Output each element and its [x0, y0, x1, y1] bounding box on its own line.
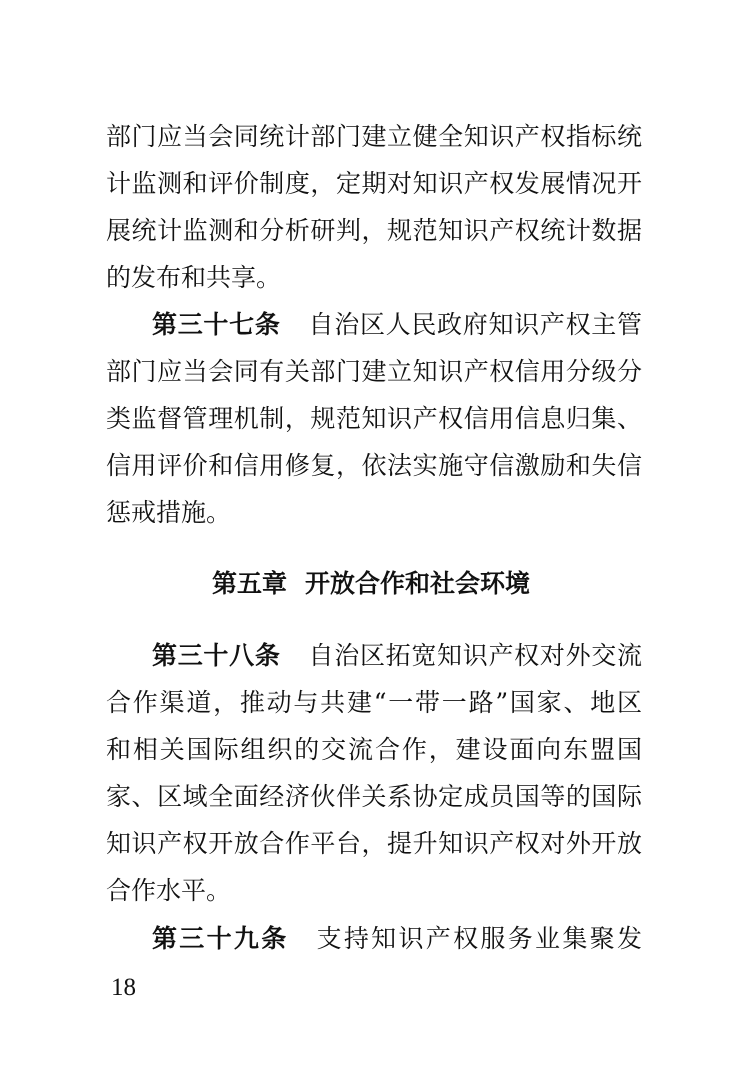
article-text: 自治区拓宽知识产权对外交流 — [308, 641, 642, 670]
article-39-first-line — [152, 917, 642, 961]
article-38-first-line — [152, 634, 642, 678]
article-line: 类监督管理机制，规范知识产权信用信息归集、 — [106, 404, 642, 433]
paragraph-line: 计监测和评价制度，定期对知识产权发展情况开 — [106, 169, 642, 198]
article-text: 自治区人民政府知识产权主管 — [308, 310, 642, 339]
page-number: 18 — [111, 974, 136, 1001]
chapter-number: 第五章 — [211, 569, 287, 598]
article-line: 部门应当会同有关部门建立知识产权信用分级分 — [106, 357, 642, 386]
article-line: 合作渠道，推动与共建“一带一路”国家、地区 — [106, 688, 642, 717]
article-line: 家、区域全面经济伙伴关系协定成员国等的国际 — [106, 782, 642, 811]
paragraph-line: 的发布和共享。 — [106, 263, 282, 292]
article-line: 惩戒措施。 — [106, 498, 232, 527]
article-text: 支持知识产权服务业集聚发 — [316, 924, 642, 953]
chapter-heading — [0, 562, 742, 606]
article-line: 和相关国际组织的交流合作，建设面向东盟国 — [106, 735, 642, 764]
article-heading: 第三十八条 — [152, 641, 281, 670]
chapter-title: 开放合作和社会环境 — [305, 569, 531, 598]
article-37-first-line — [152, 303, 642, 347]
article-line: 信用评价和信用修复，依法实施守信激励和失信 — [106, 451, 642, 480]
article-line: 合作水平。 — [106, 876, 232, 905]
paragraph-line: 部门应当会同统计部门建立健全知识产权指标统 — [106, 122, 642, 151]
article-line: 知识产权开放合作平台，提升知识产权对外开放 — [106, 829, 642, 858]
paragraph-line: 展统计监测和分析研判，规范知识产权统计数据 — [106, 216, 642, 245]
article-heading: 第三十九条 — [152, 924, 289, 953]
article-heading: 第三十七条 — [152, 310, 281, 339]
